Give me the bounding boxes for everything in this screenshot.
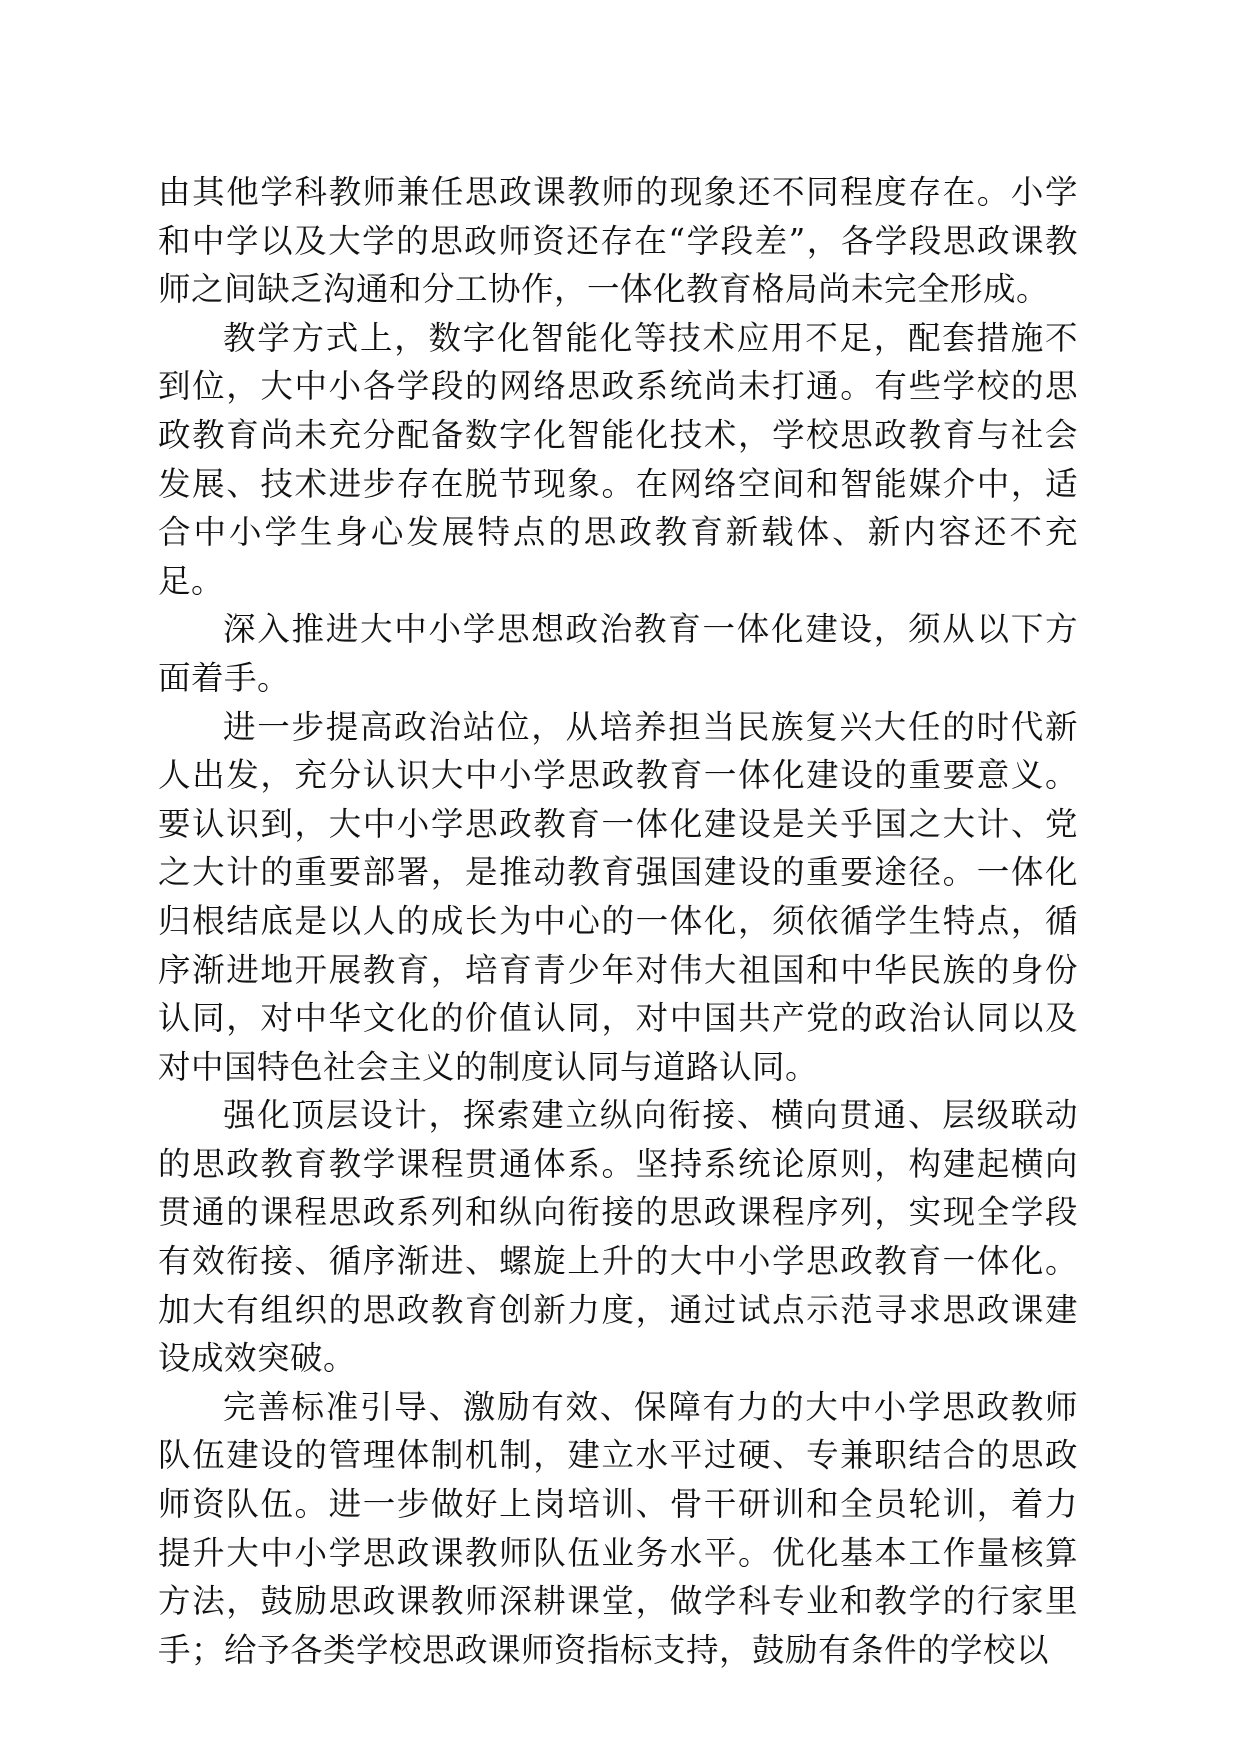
paragraph-5: 强化顶层设计，探索建立纵向衔接、横向贯通、层级联动的思政教育教学课程贯通体系。坚持系统论原则，构建起横向贯通的课程思政系列和纵向衔接的思政课程序列，实现全学段有效衔接、循序渐进、螺旋上升的大中小学思政教育一体化。加大有组织的思政教育创新力度，通过试点示范寻求思政课建设成效突破。 [158,1096,1078,1378]
paragraph-2: 教学方式上，数字化智能化等技术应用不足，配套措施不到位，大中小各学段的网络思政系统尚未打通。有些学校的思政教育尚未充分配备数字化智能化技术，学校思政教育与社会发展、技术进步存在脱节现象。在网络空间和智能媒介中，适合中小学生身心发展特点的思政教育新载体、新内容还不充足。 [158,318,1078,600]
paragraph-3: 深入推进大中小学思想政治教育一体化建设，须从以下方面着手。 [158,610,1078,697]
document-page [158,168,1078,1674]
paragraph-4: 进一步提高政治站位，从培养担当民族复兴大任的时代新人出发，充分认识大中小学思政教育一体化建设的重要意义。要认识到，大中小学思政教育一体化建设是关乎国之大计、党之大计的重要部署，是推动教育强国建设的重要途径。一体化归根结底是以人的成长为中心的一体化，须依循学生特点，循序渐进地开展教育，培育青少年对伟大祖国和中华民族的身份认同，对中华文化的价值认同，对中国共产党的政治认同以及对中国特色社会主义的制度认同与道路认同。 [158,707,1078,1086]
paragraph-1: 由其他学科教师兼任思政课教师的现象还不同程度存在。小学和中学以及大学的思政师资还存在“学段差”，各学段思政课教师之间缺乏沟通和分工协作，一体化教育格局尚未完全形成。 [158,173,1078,309]
paragraph-6: 完善标准引导、激励有效、保障有力的大中小学思政教师队伍建设的管理体制机制，建立水平过硬、专兼职结合的思政师资队伍。进一步做好上岗培训、骨干研训和全员轮训，着力提升大中小学思政课教师队伍业务水平。优化基本工作量核算方法，鼓励思政课教师深耕课堂，做学科专业和教学的行家里手；给予各类学校思政课师资指标支持，鼓励有条件的学校以 [158,1387,1078,1669]
